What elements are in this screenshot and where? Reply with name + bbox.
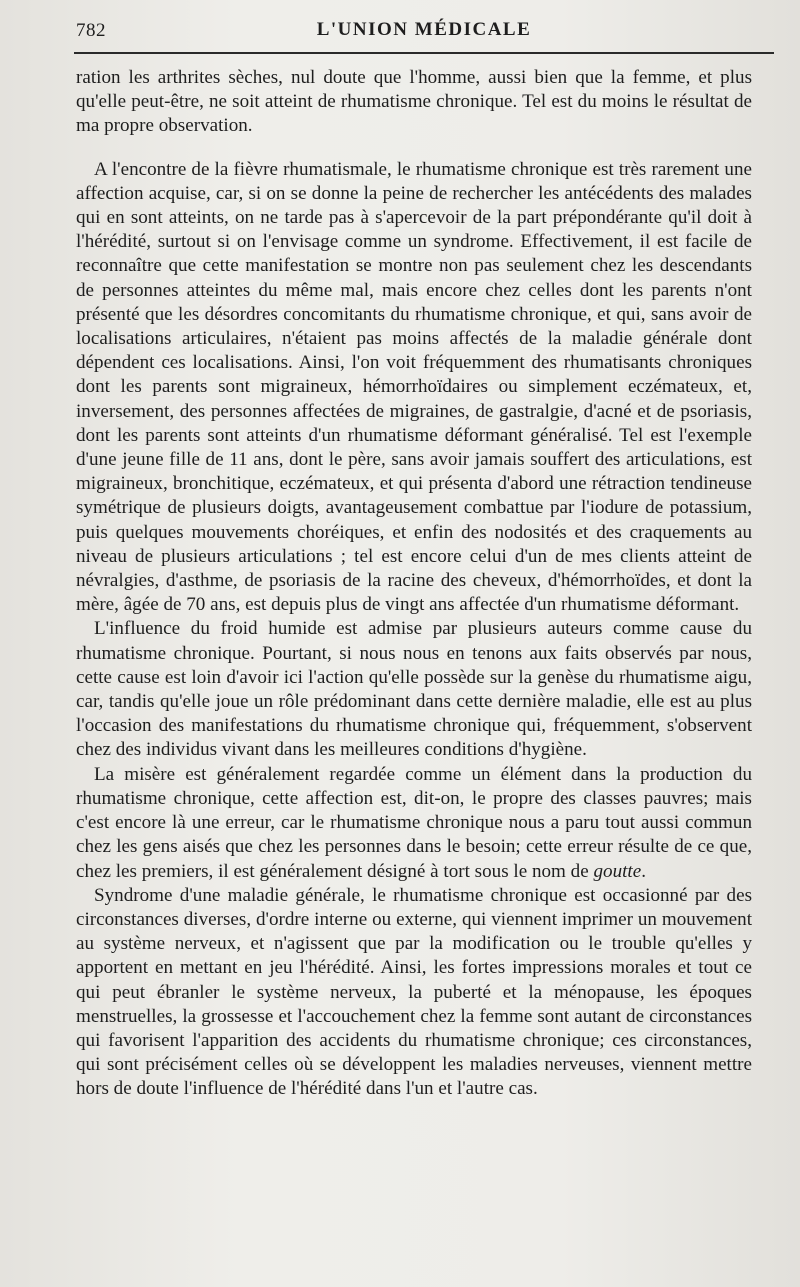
paragraph-poverty-text: La misère est généralement regardée comme un élément dans la production du rhumatisme chronique, cette affection est, dit-on, le propre des classes pauvres; mais c'est encore là une erreur, car le rhumatisme chronique nous a paru tout aussi commun chez les gens aisés que chez les personnes dans le besoin; cette erreur résulte de ce que, chez les premiers, il est généralement désigné à tort sous le nom de [76, 763, 752, 882]
paragraph-nervous-system: Syndrome d'une maladie générale, le rhumatisme chronique est occasionné par des circonstances diverses, d'ordre interne ou externe, qui viennent imprimer un mouvement au système nerveux, et n'agissent que par la modification ou le trouble qu'elles y apportent en mettant en jeu l'hérédité. Ainsi, les fortes impressions morales et tout ce qui peut ébranler le système nerveux, la puberté et la ménopause, les époques menstruelles, la grossesse et l'accouchement chez la femme sont autant de circonstances qui favorisent l'apparition des accidents du rhumatisme chronique; ces circonstances, qui sont précisément celles où se développent les maladies nerveuses, viennent mettre hors de doute l'influence de l'hérédité dans l'un et l'autre cas. [76, 884, 752, 1100]
paragraph-heredity: A l'encontre de la fièvre rhumatismale, le rhumatisme chronique est très rarement une affection acquise, car, si on se donne la peine de rechercher les antécédents des malades qui en sont atteints, on ne tarde pas à s'apercevoir de la part prépondérante qu'il doit à l'hérédité, surtout si on l'envisage comme un syndrome. Effectivement, il est facile de reconnaître que cette manifestation se montre non pas seulement chez les descendants de personnes atteintes du même mal, mais encore chez celles dont les parents n'ont présenté que les désordres concomitants du rhumatisme chronique, et qui, sans avoir de localisations articulaires, n'étaient pas moins affectés de la maladie générale dont dépendent ces localisations. Ainsi, l'on voit fréquemment des rhumatisants chroniques dont les parents sont migraineux, hémorrhoïdaires ou simplement eczémateux, et, inversement, des personnes affectées de migraines, de gastralgie, d'acné et de psoriasis, dont les parents sont atteints d'un rhumatisme déformant généralisé. Tel est l'exemple d'une jeune fille de 11 ans, dont le père, sans avoir jamais souffert des articulations, est migraineux, bronchitique, eczémateux, et qui présenta d'abord une rétraction tendineuse symétrique de plusieurs doigts, avantageusement combattue par l'iodure de potassium, puis quelques mouvements choréiques, et enfin des nodosités et des craquements au niveau de plusieurs articulations ; tel est encore celui d'un de mes clients atteint de névralgies, d'asthme, de psoriasis de la racine des cheveux, d'hémorrhoïdes, et dont la mère, âgée de 70 ans, est depuis plus de vingt ans affectée d'un rhumatisme déformant. [76, 158, 752, 616]
italic-term-goutte: goutte [593, 860, 642, 882]
paragraph-cold-humidity: L'influence du froid humide est admise par plusieurs auteurs comme cause du rhumatisme chronique. Pourtant, si nous nous en tenons aux faits observés par nous, cette cause est loin d'avoir ici l'action qu'elle possède sur la genèse du rhumatisme aigu, car, tandis qu'elle joue un rôle prédominant dans cette dernière maladie, elle est au plus l'occasion des manifestations du rhumatisme chronique qui, fréquemment, s'observent chez des individus vivant dans les meilleures conditions d'hygiène. [76, 618, 752, 761]
paragraph-poverty [76, 763, 752, 884]
running-title: L'UNION MÉDICALE [316, 19, 532, 40]
page-number: 782 [76, 20, 106, 41]
paragraph-poverty-end: . [641, 860, 646, 882]
paragraph-continuation: ration les arthrites sèches, nul doute que l'homme, aussi bien que la femme, et plus qu'elle peut-être, ne soit atteint de rhumatisme chronique. Tel est du moins le résultat de ma propre observation. [76, 67, 752, 137]
page-header [74, 18, 774, 48]
article-body [76, 66, 752, 1102]
header-rule [74, 52, 774, 54]
